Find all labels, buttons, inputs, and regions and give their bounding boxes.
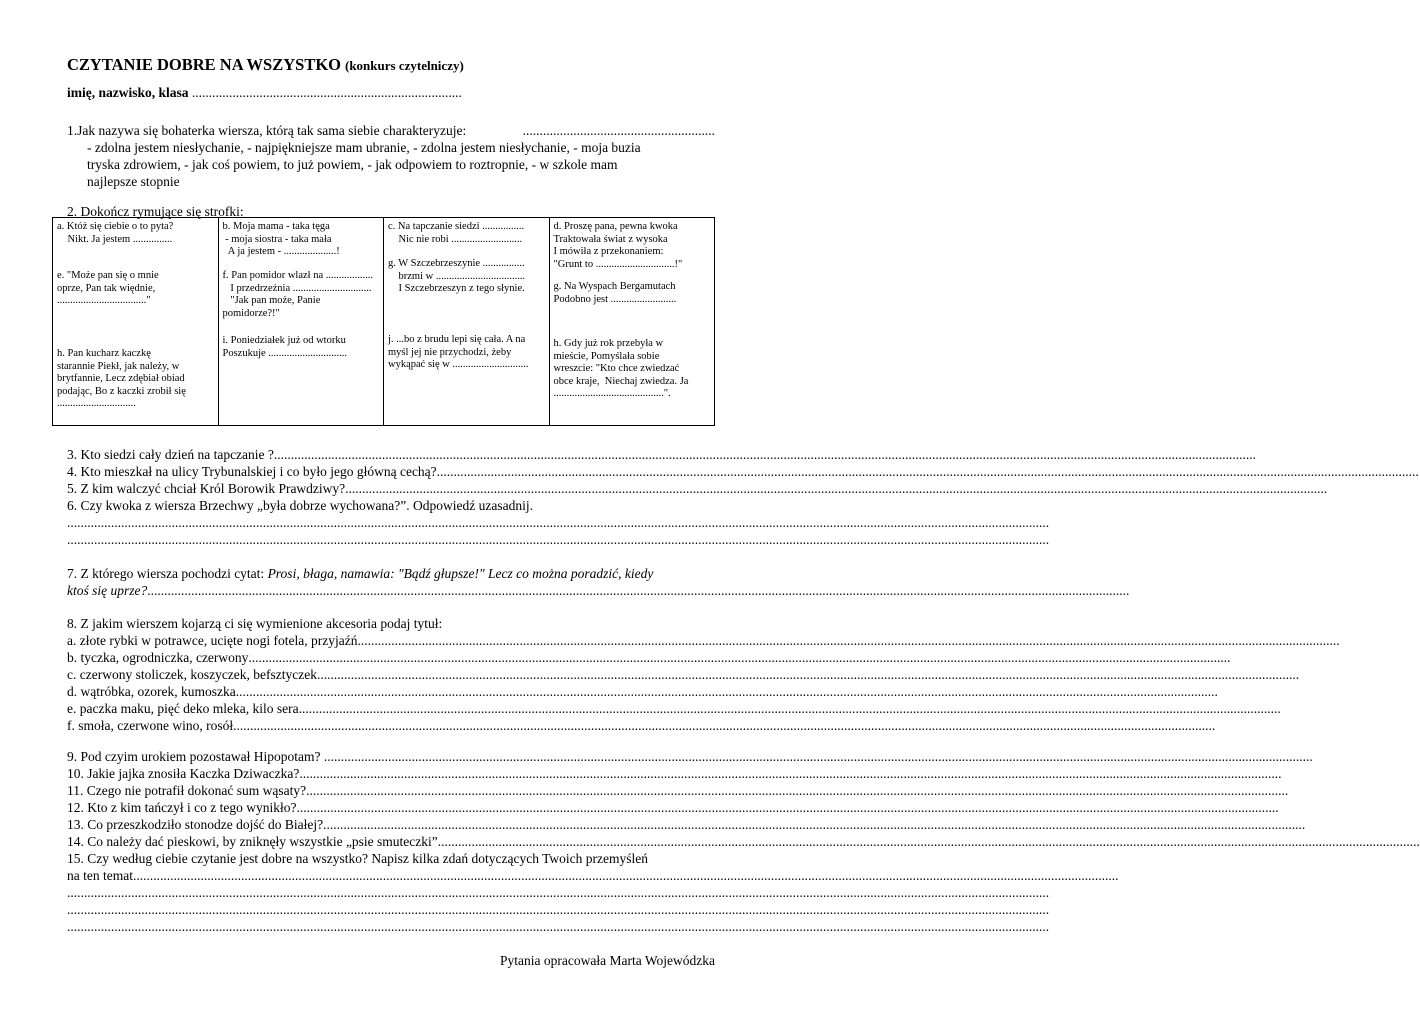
page-title: CZYTANIE DOBRE NA WSZYSTKO (konkurs czytelniczy) <box>67 55 464 74</box>
answer-line[interactable]: ................................................................................................................................................................................................................................................................................................... <box>67 885 1050 900</box>
author-credit: Pytania opracowała Marta Wojewódzka <box>500 953 715 968</box>
question-12: 12. Kto z kim tańczył i co z tego wynikło? ................................................................................................................................................................................................................................................................................................... <box>67 800 1279 815</box>
question-15-cont: na ten temat. ................................................................................................................................................................................................................................................................................................... <box>67 868 1119 883</box>
rhyme-c[interactable]: c. Na tapczanie siedzi ................ Nic nie robi ........................... <box>388 221 525 245</box>
question-2: 2. Dokończ rymujące się strofki: <box>67 204 244 219</box>
question-8f: f. smoła, czerwone wino, rosół ................................................................................................................................................................................................................................................................................................... <box>67 718 1216 733</box>
question-6: 6. Czy kwoka z wiersza Brzechwy „była dobrze wychowana?”. Odpowiedź uzasadnij. <box>67 498 533 513</box>
rhyme-e[interactable]: e. "Może pan się o mnie oprze, Pan tak więdnie, .................................." <box>57 270 159 306</box>
question-13: 13. Co przeszkodziło stonodze dojść do Białej? ................................................................................................................................................................................................................................................................................................... <box>67 817 1306 832</box>
table-column <box>219 218 385 425</box>
answer-dots[interactable]: ................................................................................................................................................................................................................................................................................................... <box>437 834 1420 849</box>
rhyme-h[interactable]: h. Pan kucharz kaczkę starannie Piekł, jak należy, w brytfannie, Lecz zdębiał obiad podając, Bo z kaczki zrobił się .............................. <box>57 348 186 409</box>
answer-line[interactable]: ................................................................................................................................................................................................................................................................................................... <box>67 919 1050 934</box>
answer-dots[interactable]: ................................................................................................................................................................................................................................................................................................... <box>299 766 1282 781</box>
question-4: 4. Kto mieszkał na ulicy Trybunalskiej i co było jego główną cechą? ................................................................................................................................................................................................................................................................................................... <box>67 464 1419 479</box>
page-subtitle: (konkurs czytelniczy) <box>345 58 464 73</box>
question-5: 5. Z kim walczyć chciał Król Borowik Prawdziwy? ................................................................................................................................................................................................................................................................................................... <box>67 481 1328 496</box>
rhyme-g[interactable]: g. W Szczebrzeszynie ................ brzmi w .................................. I Szczebrzeszyn z tego słynie. <box>388 258 526 294</box>
question-8c: c. czerwony stoliczek, koszyczek, befsztyczek ................................................................................................................................................................................................................................................................................................... <box>67 667 1300 682</box>
answer-dots[interactable]: ................................................................................................................................................................................................................................................................................................... <box>323 817 1306 832</box>
question-3: 3. Kto siedzi cały dzień na tapczanie ? ................................................................................................................................................................................................................................................................................................... <box>67 447 1257 462</box>
answer-dots[interactable]: ................................................................................................................................................................................................................................................................................................... <box>436 464 1419 479</box>
answer-line[interactable]: ................................................................................................................................................................................................................................................................................................... <box>67 515 1050 530</box>
name-field[interactable]: imię, nazwisko, klasa ................................................................................ <box>67 85 462 100</box>
table-column <box>384 218 550 425</box>
answer-line[interactable]: ................................................................................................................................................................................................................................................................................................... <box>67 532 1050 547</box>
answer-dots[interactable]: ................................................................................................................................................................................................................................................................................................... <box>345 481 1328 496</box>
question-14: 14. Co należy dać pieskowi, by zniknęły wszystkie „psie smuteczki” ................................................................................................................................................................................................................................................................................................... <box>67 834 1420 849</box>
rhyme-i[interactable]: i. Poniedziałek już od wtorku Poszukuje .............................. <box>222 335 348 359</box>
question-10: 10. Jakie jajka znosiła Kaczka Dziwaczka? ................................................................................................................................................................................................................................................................................................... <box>67 766 1282 781</box>
rhyme-a[interactable]: a. Któż się ciebie o to pyta? Nikt. Ja jestem ............... <box>57 221 174 245</box>
answer-line[interactable]: ................................................................................................................................................................................................................................................................................................... <box>67 902 1050 917</box>
answer-dots[interactable]: ................................................................................................................................................................................................................................................................................................... <box>306 783 1289 798</box>
answer-dots[interactable]: ................................................................................................................................................................................................................................................................................................... <box>136 868 1119 883</box>
rhyme-b[interactable]: b. Moja mama - taka tęga - moja siostra - taka mała A ja jestem - ....................! <box>222 221 340 257</box>
rhyme-g2[interactable]: g. Na Wyspach Bergamutach Podobno jest ......................... <box>553 281 677 305</box>
answer-dots[interactable]: ................................................................................................................................................................................................................................................................................................... <box>233 718 1216 733</box>
answer-dots[interactable]: ................................................................................................................................................................................................................................................................................................... <box>248 650 1231 665</box>
answer-dots[interactable]: ................................................................................................................................................................................................................................................................................................... <box>357 633 1340 648</box>
answer-dots[interactable]: ................................................................................................................................................................................................................................................................................................... <box>235 684 1218 699</box>
name-label: imię, nazwisko, klasa <box>67 85 189 100</box>
answer-dots[interactable]: ................................................................................................................................................................................................................................................................................................... <box>317 667 1300 682</box>
answer-dots[interactable]: ................................................................................................................................................................................................................................................................................................... <box>298 701 1281 716</box>
question-8b: b. tyczka, ogrodniczka, czerwony ................................................................................................................................................................................................................................................................................................... <box>67 650 1231 665</box>
rhyme-h2[interactable]: h. Gdy już rok przebyła w mieście, Pomyślała sobie wreszcie: "Kto chce zwiedzać obce kraje, Niechaj zwiedza. Ja ..........................................". <box>553 338 689 399</box>
question-8d: d. wątróbka, ozorek, kumoszka ................................................................................................................................................................................................................................................................................................... <box>67 684 1218 699</box>
question-8: 8. Z jakim wierszem kojarzą ci się wymienione akcesoria podaj tytuł: <box>67 616 443 631</box>
question-15: 15. Czy według ciebie czytanie jest dobre na wszystko? Napisz kilka zdań dotyczących Twoich przemyśleń <box>67 851 648 866</box>
answer-dots[interactable]: ................................................................................................................................................................................................................................................................................................... <box>330 749 1313 764</box>
table-column <box>550 218 715 425</box>
question-11: 11. Czego nie potrafił dokonać sum wąsaty? ................................................................................................................................................................................................................................................................................................... <box>67 783 1289 798</box>
question-8e: e. paczka maku, pięć deko mleka, kilo sera ................................................................................................................................................................................................................................................................................................... <box>67 701 1281 716</box>
rhyme-f[interactable]: f. Pan pomidor wlazł na .................. I przedrzeźnia .............................. "Jak pan może, Panie pomidorze?!" <box>222 270 373 319</box>
answer-dots[interactable]: ................................................................................................................................................................................................................................................................................................... <box>273 447 1257 462</box>
rhyme-j[interactable]: j. ...bo z brudu lepi się cała. A na myśl jej nie przychodzi, żeby wykąpać się w ............................. <box>388 334 529 370</box>
answer-dots[interactable]: ................................................................................................................................................................................................................................................................................................... <box>296 800 1279 815</box>
question-7-cont: ktoś się uprze? ................................................................................................................................................................................................................................................................................................... <box>67 583 1130 598</box>
answer-dots[interactable]: ................................................................................................................................................................................................................................................................................................... <box>147 583 1130 598</box>
question-9: 9. Pod czyim urokiem pozostawał Hipopotam? .. ................................................................................................................................................................................................................................................................................................... <box>67 749 1313 764</box>
rhyme-d[interactable]: d. Proszę pana, pewna kwoka Traktowała świat z wysoka I mówiła z przekonaniem: "Grunt to ..............................!" <box>553 221 683 270</box>
question-7: 7. Z którego wiersza pochodzi cytat: Prosi, błaga, namawia: "Bądź głupsze!" Lecz co można poradzić, kiedy <box>67 566 654 581</box>
question-8a: a. złote rybki w potrawce, ucięte nogi fotela, przyjaźń ................................................................................................................................................................................................................................................................................................... <box>67 633 1340 648</box>
rhymes-table <box>52 217 715 426</box>
question-1: 1.Jak nazywa się bohaterka wiersza, którą tak sama siebie charakteryzuje: ......................................................... - zdolna jestem niesłychanie, - najpiękniejsze mam ubranie, - zdolna jestem niesłychanie, - moja buzia tryska zdrowiem, - jak coś powiem, to już powiem, - jak odpowiem to roztropnie, - w szkole mam najlepsze stopnie <box>67 123 715 189</box>
answer-dots[interactable]: ......................................................... <box>522 123 715 138</box>
table-column <box>53 218 219 425</box>
